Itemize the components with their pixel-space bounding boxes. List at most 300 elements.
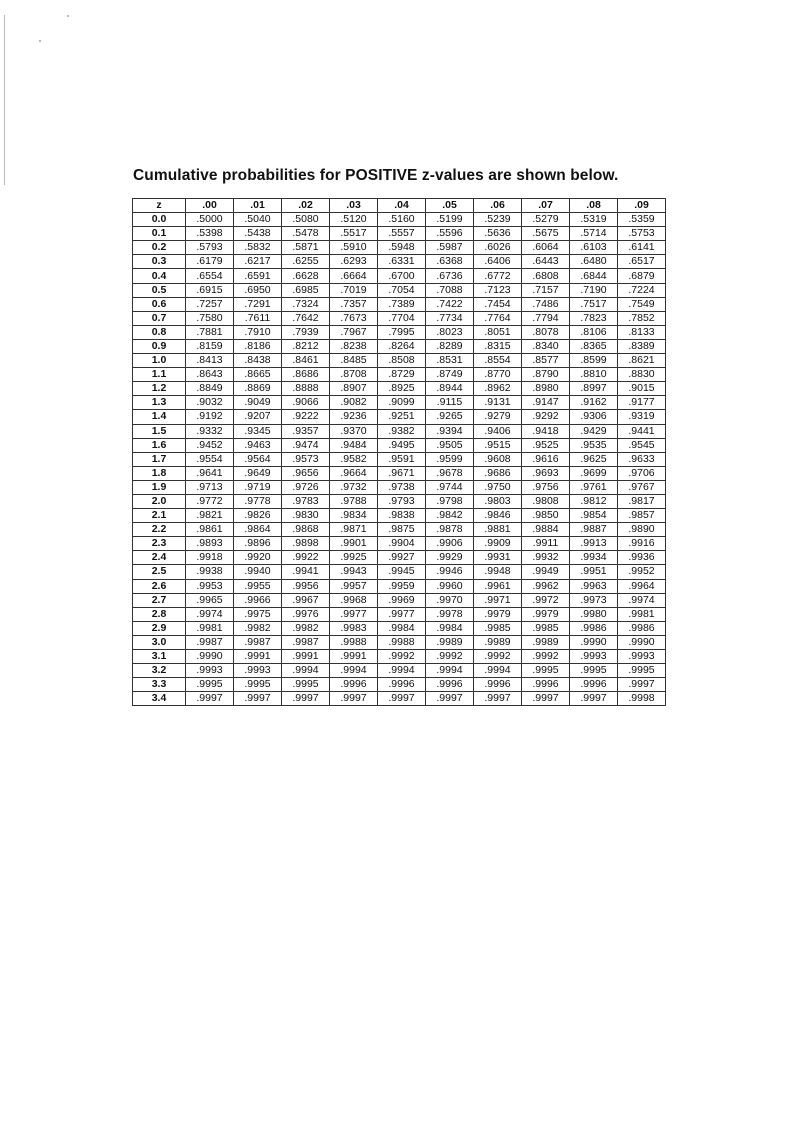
probability-cell: .5753 <box>618 227 666 241</box>
probability-cell: .9319 <box>618 410 666 424</box>
table-row <box>133 255 666 269</box>
probability-cell: .9949 <box>522 565 570 579</box>
probability-cell: .5478 <box>282 227 330 241</box>
probability-cell: .7324 <box>282 297 330 311</box>
probability-cell: .7224 <box>618 283 666 297</box>
probability-cell: .7123 <box>474 283 522 297</box>
probability-cell: .9997 <box>618 678 666 692</box>
probability-cell: .8413 <box>186 354 234 368</box>
probability-cell: .9495 <box>378 438 426 452</box>
probability-cell: .6406 <box>474 255 522 269</box>
probability-cell: .9236 <box>330 410 378 424</box>
probability-cell: .9991 <box>282 650 330 664</box>
probability-cell: .9750 <box>474 480 522 494</box>
probability-cell: .9978 <box>426 607 474 621</box>
probability-cell: .9474 <box>282 438 330 452</box>
probability-cell: .9656 <box>282 466 330 480</box>
z-value-cell: 0.8 <box>133 325 186 339</box>
probability-cell: .9987 <box>186 635 234 649</box>
probability-cell: .9608 <box>474 452 522 466</box>
z-value-cell: 2.6 <box>133 579 186 593</box>
z-value-cell: 3.4 <box>133 692 186 706</box>
probability-cell: .9987 <box>234 635 282 649</box>
probability-cell: .8365 <box>570 339 618 353</box>
header-col: .05 <box>426 199 474 213</box>
probability-cell: .9032 <box>186 396 234 410</box>
probability-cell: .8770 <box>474 368 522 382</box>
probability-cell: .9995 <box>570 664 618 678</box>
probability-cell: .9997 <box>522 692 570 706</box>
probability-cell: .5517 <box>330 227 378 241</box>
probability-cell: .5557 <box>378 227 426 241</box>
probability-cell: .5398 <box>186 227 234 241</box>
probability-cell: .9719 <box>234 480 282 494</box>
probability-cell: .9992 <box>474 650 522 664</box>
probability-cell: .9505 <box>426 438 474 452</box>
z-value-cell: 3.0 <box>133 635 186 649</box>
probability-cell: .9846 <box>474 509 522 523</box>
probability-cell: .6217 <box>234 255 282 269</box>
probability-cell: .9989 <box>522 635 570 649</box>
probability-cell: .7190 <box>570 283 618 297</box>
probability-cell: .9616 <box>522 452 570 466</box>
probability-cell: .9971 <box>474 593 522 607</box>
probability-cell: .8315 <box>474 339 522 353</box>
probability-cell: .9932 <box>522 551 570 565</box>
probability-cell: .9332 <box>186 424 234 438</box>
probability-cell: .9938 <box>186 565 234 579</box>
probability-cell: .9484 <box>330 438 378 452</box>
probability-cell: .9995 <box>234 678 282 692</box>
probability-cell: .7734 <box>426 311 474 325</box>
probability-cell: .9961 <box>474 579 522 593</box>
probability-cell: .9418 <box>522 424 570 438</box>
header-col: .08 <box>570 199 618 213</box>
probability-cell: .9854 <box>570 509 618 523</box>
probability-cell: .7291 <box>234 297 282 311</box>
table-row <box>133 354 666 368</box>
probability-cell: .8749 <box>426 368 474 382</box>
table-row <box>133 621 666 635</box>
probability-cell: .9986 <box>618 621 666 635</box>
probability-cell: .9738 <box>378 480 426 494</box>
probability-cell: .9979 <box>522 607 570 621</box>
probability-cell: .9977 <box>330 607 378 621</box>
probability-cell: .9962 <box>522 579 570 593</box>
probability-cell: .9981 <box>618 607 666 621</box>
header-col: .06 <box>474 199 522 213</box>
probability-cell: .9713 <box>186 480 234 494</box>
z-value-cell: 2.0 <box>133 494 186 508</box>
probability-cell: .6554 <box>186 269 234 283</box>
probability-cell: .7486 <box>522 297 570 311</box>
probability-cell: .8531 <box>426 354 474 368</box>
table-row <box>133 325 666 339</box>
probability-cell: .5438 <box>234 227 282 241</box>
table-row <box>133 650 666 664</box>
probability-cell: .6950 <box>234 283 282 297</box>
probability-cell: .9988 <box>330 635 378 649</box>
probability-cell: .9946 <box>426 565 474 579</box>
probability-cell: .9934 <box>570 551 618 565</box>
table-row <box>133 523 666 537</box>
probability-cell: .6736 <box>426 269 474 283</box>
probability-cell: .9826 <box>234 509 282 523</box>
probability-cell: .7823 <box>570 311 618 325</box>
probability-cell: .8729 <box>378 368 426 382</box>
probability-cell: .9981 <box>186 621 234 635</box>
probability-cell: .9983 <box>330 621 378 635</box>
probability-cell: .9916 <box>618 537 666 551</box>
probability-cell: .9441 <box>618 424 666 438</box>
probability-cell: .9992 <box>378 650 426 664</box>
probability-cell: .6293 <box>330 255 378 269</box>
probability-cell: .8289 <box>426 339 474 353</box>
probability-cell: .9015 <box>618 382 666 396</box>
probability-cell: .9922 <box>282 551 330 565</box>
probability-cell: .8925 <box>378 382 426 396</box>
probability-cell: .9131 <box>474 396 522 410</box>
header-col: .02 <box>282 199 330 213</box>
table-row <box>133 339 666 353</box>
probability-cell: .7257 <box>186 297 234 311</box>
scan-dot <box>67 15 69 17</box>
probability-cell: .6179 <box>186 255 234 269</box>
probability-cell: .9960 <box>426 579 474 593</box>
probability-cell: .9896 <box>234 537 282 551</box>
probability-cell: .5832 <box>234 241 282 255</box>
probability-cell: .9941 <box>282 565 330 579</box>
probability-cell: .9115 <box>426 396 474 410</box>
probability-cell: .8849 <box>186 382 234 396</box>
probability-cell: .9982 <box>282 621 330 635</box>
table-row <box>133 579 666 593</box>
probability-cell: .9893 <box>186 537 234 551</box>
probability-cell: .7088 <box>426 283 474 297</box>
page-title: Cumulative probabilities for POSITIVE z-values are shown below. <box>133 167 619 184</box>
table-row <box>133 424 666 438</box>
probability-cell: .9909 <box>474 537 522 551</box>
probability-cell: .9525 <box>522 438 570 452</box>
probability-cell: .9979 <box>474 607 522 621</box>
probability-cell: .9573 <box>282 452 330 466</box>
probability-cell: .7995 <box>378 325 426 339</box>
probability-cell: .9699 <box>570 466 618 480</box>
probability-cell: .9429 <box>570 424 618 438</box>
probability-cell: .9761 <box>570 480 618 494</box>
probability-cell: .9798 <box>426 494 474 508</box>
probability-cell: .9162 <box>570 396 618 410</box>
probability-cell: .9968 <box>330 593 378 607</box>
probability-cell: .6517 <box>618 255 666 269</box>
probability-cell: .7881 <box>186 325 234 339</box>
z-value-cell: 1.8 <box>133 466 186 480</box>
probability-cell: .5871 <box>282 241 330 255</box>
probability-cell: .9963 <box>570 579 618 593</box>
probability-cell: .9732 <box>330 480 378 494</box>
probability-cell: .9887 <box>570 523 618 537</box>
z-value-cell: 0.6 <box>133 297 186 311</box>
probability-cell: .7764 <box>474 311 522 325</box>
probability-cell: .9535 <box>570 438 618 452</box>
probability-cell: .7852 <box>618 311 666 325</box>
probability-cell: .9904 <box>378 537 426 551</box>
z-value-cell: 0.0 <box>133 213 186 227</box>
probability-cell: .9931 <box>474 551 522 565</box>
table-row <box>133 438 666 452</box>
probability-cell: .9582 <box>330 452 378 466</box>
probability-cell: .6331 <box>378 255 426 269</box>
probability-cell: .9177 <box>618 396 666 410</box>
probability-cell: .5080 <box>282 213 330 227</box>
probability-cell: .8907 <box>330 382 378 396</box>
probability-cell: .9861 <box>186 523 234 537</box>
probability-cell: .9997 <box>378 692 426 706</box>
probability-cell: .9967 <box>282 593 330 607</box>
probability-cell: .9649 <box>234 466 282 480</box>
probability-cell: .9633 <box>618 452 666 466</box>
z-value-cell: 0.1 <box>133 227 186 241</box>
z-value-cell: 1.5 <box>133 424 186 438</box>
probability-cell: .8106 <box>570 325 618 339</box>
z-value-cell: 1.4 <box>133 410 186 424</box>
probability-cell: .9821 <box>186 509 234 523</box>
probability-cell: .9099 <box>378 396 426 410</box>
table-row <box>133 565 666 579</box>
probability-cell: .9973 <box>570 593 618 607</box>
probability-cell: .9292 <box>522 410 570 424</box>
probability-cell: .9803 <box>474 494 522 508</box>
probability-cell: .5000 <box>186 213 234 227</box>
probability-cell: .9641 <box>186 466 234 480</box>
probability-cell: .9875 <box>378 523 426 537</box>
probability-cell: .9817 <box>618 494 666 508</box>
probability-cell: .5910 <box>330 241 378 255</box>
probability-cell: .8790 <box>522 368 570 382</box>
probability-cell: .5636 <box>474 227 522 241</box>
probability-cell: .9808 <box>522 494 570 508</box>
probability-cell: .9995 <box>522 664 570 678</box>
z-value-cell: 2.5 <box>133 565 186 579</box>
probability-cell: .8554 <box>474 354 522 368</box>
probability-cell: .9966 <box>234 593 282 607</box>
probability-cell: .9964 <box>618 579 666 593</box>
probability-cell: .5948 <box>378 241 426 255</box>
table-row <box>133 213 666 227</box>
probability-cell: .5987 <box>426 241 474 255</box>
probability-cell: .9049 <box>234 396 282 410</box>
probability-cell: .7939 <box>282 325 330 339</box>
probability-cell: .6628 <box>282 269 330 283</box>
probability-cell: .5596 <box>426 227 474 241</box>
z-value-cell: 1.7 <box>133 452 186 466</box>
probability-cell: .9997 <box>234 692 282 706</box>
probability-cell: .9838 <box>378 509 426 523</box>
table-row <box>133 227 666 241</box>
probability-cell: .9952 <box>618 565 666 579</box>
probability-cell: .9943 <box>330 565 378 579</box>
probability-cell: .8461 <box>282 354 330 368</box>
probability-cell: .8340 <box>522 339 570 353</box>
probability-cell: .7389 <box>378 297 426 311</box>
z-value-cell: 2.7 <box>133 593 186 607</box>
probability-cell: .8810 <box>570 368 618 382</box>
probability-cell: .9977 <box>378 607 426 621</box>
probability-cell: .9989 <box>426 635 474 649</box>
probability-cell: .9767 <box>618 480 666 494</box>
probability-cell: .9998 <box>618 692 666 706</box>
probability-cell: .8186 <box>234 339 282 353</box>
probability-cell: .9995 <box>282 678 330 692</box>
probability-cell: .8980 <box>522 382 570 396</box>
probability-cell: .9970 <box>426 593 474 607</box>
probability-cell: .8643 <box>186 368 234 382</box>
probability-cell: .6879 <box>618 269 666 283</box>
probability-cell: .7549 <box>618 297 666 311</box>
probability-cell: .5120 <box>330 213 378 227</box>
probability-cell: .9693 <box>522 466 570 480</box>
probability-cell: .5319 <box>570 213 618 227</box>
probability-cell: .9911 <box>522 537 570 551</box>
probability-cell: .6915 <box>186 283 234 297</box>
probability-cell: .9984 <box>426 621 474 635</box>
probability-cell: .9996 <box>330 678 378 692</box>
probability-cell: .9918 <box>186 551 234 565</box>
probability-cell: .8665 <box>234 368 282 382</box>
probability-cell: .9965 <box>186 593 234 607</box>
probability-cell: .5160 <box>378 213 426 227</box>
header-col: .07 <box>522 199 570 213</box>
probability-cell: .9778 <box>234 494 282 508</box>
probability-cell: .6700 <box>378 269 426 283</box>
table-row <box>133 311 666 325</box>
probability-cell: .9850 <box>522 509 570 523</box>
probability-cell: .6808 <box>522 269 570 283</box>
probability-cell: .7019 <box>330 283 378 297</box>
table-row <box>133 480 666 494</box>
probability-cell: .9940 <box>234 565 282 579</box>
z-value-cell: 0.3 <box>133 255 186 269</box>
probability-cell: .7910 <box>234 325 282 339</box>
probability-cell: .9265 <box>426 410 474 424</box>
z-value-cell: 0.9 <box>133 339 186 353</box>
probability-cell: .7967 <box>330 325 378 339</box>
probability-cell: .9920 <box>234 551 282 565</box>
probability-cell: .9972 <box>522 593 570 607</box>
probability-cell: .9881 <box>474 523 522 537</box>
probability-cell: .9985 <box>522 621 570 635</box>
probability-cell: .8389 <box>618 339 666 353</box>
header-col: .00 <box>186 199 234 213</box>
probability-cell: .9147 <box>522 396 570 410</box>
probability-cell: .9306 <box>570 410 618 424</box>
probability-cell: .9945 <box>378 565 426 579</box>
probability-cell: .9082 <box>330 396 378 410</box>
table-header-row <box>133 199 666 213</box>
probability-cell: .9974 <box>618 593 666 607</box>
probability-cell: .9884 <box>522 523 570 537</box>
probability-cell: .7611 <box>234 311 282 325</box>
header-col: .01 <box>234 199 282 213</box>
probability-cell: .9993 <box>186 664 234 678</box>
probability-cell: .5714 <box>570 227 618 241</box>
table-row <box>133 509 666 523</box>
probability-cell: .9706 <box>618 466 666 480</box>
probability-cell: .8888 <box>282 382 330 396</box>
probability-cell: .9974 <box>186 607 234 621</box>
z-value-cell: 3.1 <box>133 650 186 664</box>
probability-cell: .9772 <box>186 494 234 508</box>
probability-cell: .8051 <box>474 325 522 339</box>
probability-cell: .6772 <box>474 269 522 283</box>
probability-cell: .8238 <box>330 339 378 353</box>
probability-cell: .8133 <box>618 325 666 339</box>
probability-cell: .8078 <box>522 325 570 339</box>
probability-cell: .9994 <box>330 664 378 678</box>
probability-cell: .8212 <box>282 339 330 353</box>
probability-cell: .8708 <box>330 368 378 382</box>
header-col: .09 <box>618 199 666 213</box>
probability-cell: .8023 <box>426 325 474 339</box>
probability-cell: .9996 <box>570 678 618 692</box>
probability-cell: .9834 <box>330 509 378 523</box>
probability-cell: .9515 <box>474 438 522 452</box>
probability-cell: .9671 <box>378 466 426 480</box>
probability-cell: .6103 <box>570 241 618 255</box>
probability-cell: .9406 <box>474 424 522 438</box>
z-value-cell: 3.3 <box>133 678 186 692</box>
probability-cell: .9756 <box>522 480 570 494</box>
probability-cell: .8621 <box>618 354 666 368</box>
probability-cell: .9591 <box>378 452 426 466</box>
z-value-cell: 0.5 <box>133 283 186 297</box>
probability-cell: .9901 <box>330 537 378 551</box>
table-row <box>133 368 666 382</box>
probability-cell: .9993 <box>618 650 666 664</box>
probability-cell: .5359 <box>618 213 666 227</box>
probability-cell: .9997 <box>282 692 330 706</box>
probability-cell: .9984 <box>378 621 426 635</box>
probability-cell: .9997 <box>330 692 378 706</box>
probability-cell: .9975 <box>234 607 282 621</box>
probability-cell: .7157 <box>522 283 570 297</box>
probability-cell: .9976 <box>282 607 330 621</box>
table-row <box>133 396 666 410</box>
table-row <box>133 297 666 311</box>
probability-cell: .9953 <box>186 579 234 593</box>
probability-cell: .8508 <box>378 354 426 368</box>
probability-cell: .8686 <box>282 368 330 382</box>
probability-cell: .9993 <box>234 664 282 678</box>
z-value-cell: 1.6 <box>133 438 186 452</box>
probability-cell: .9812 <box>570 494 618 508</box>
z-value-cell: 2.1 <box>133 509 186 523</box>
probability-cell: .9878 <box>426 523 474 537</box>
probability-cell: .9394 <box>426 424 474 438</box>
probability-cell: .9997 <box>474 692 522 706</box>
probability-cell: .9987 <box>282 635 330 649</box>
probability-cell: .9783 <box>282 494 330 508</box>
probability-cell: .9463 <box>234 438 282 452</box>
probability-cell: .9996 <box>522 678 570 692</box>
header-z: z <box>133 199 186 213</box>
table-row <box>133 382 666 396</box>
probability-cell: .8577 <box>522 354 570 368</box>
table-row <box>133 593 666 607</box>
table-row <box>133 410 666 424</box>
probability-cell: .6368 <box>426 255 474 269</box>
z-value-cell: 2.8 <box>133 607 186 621</box>
